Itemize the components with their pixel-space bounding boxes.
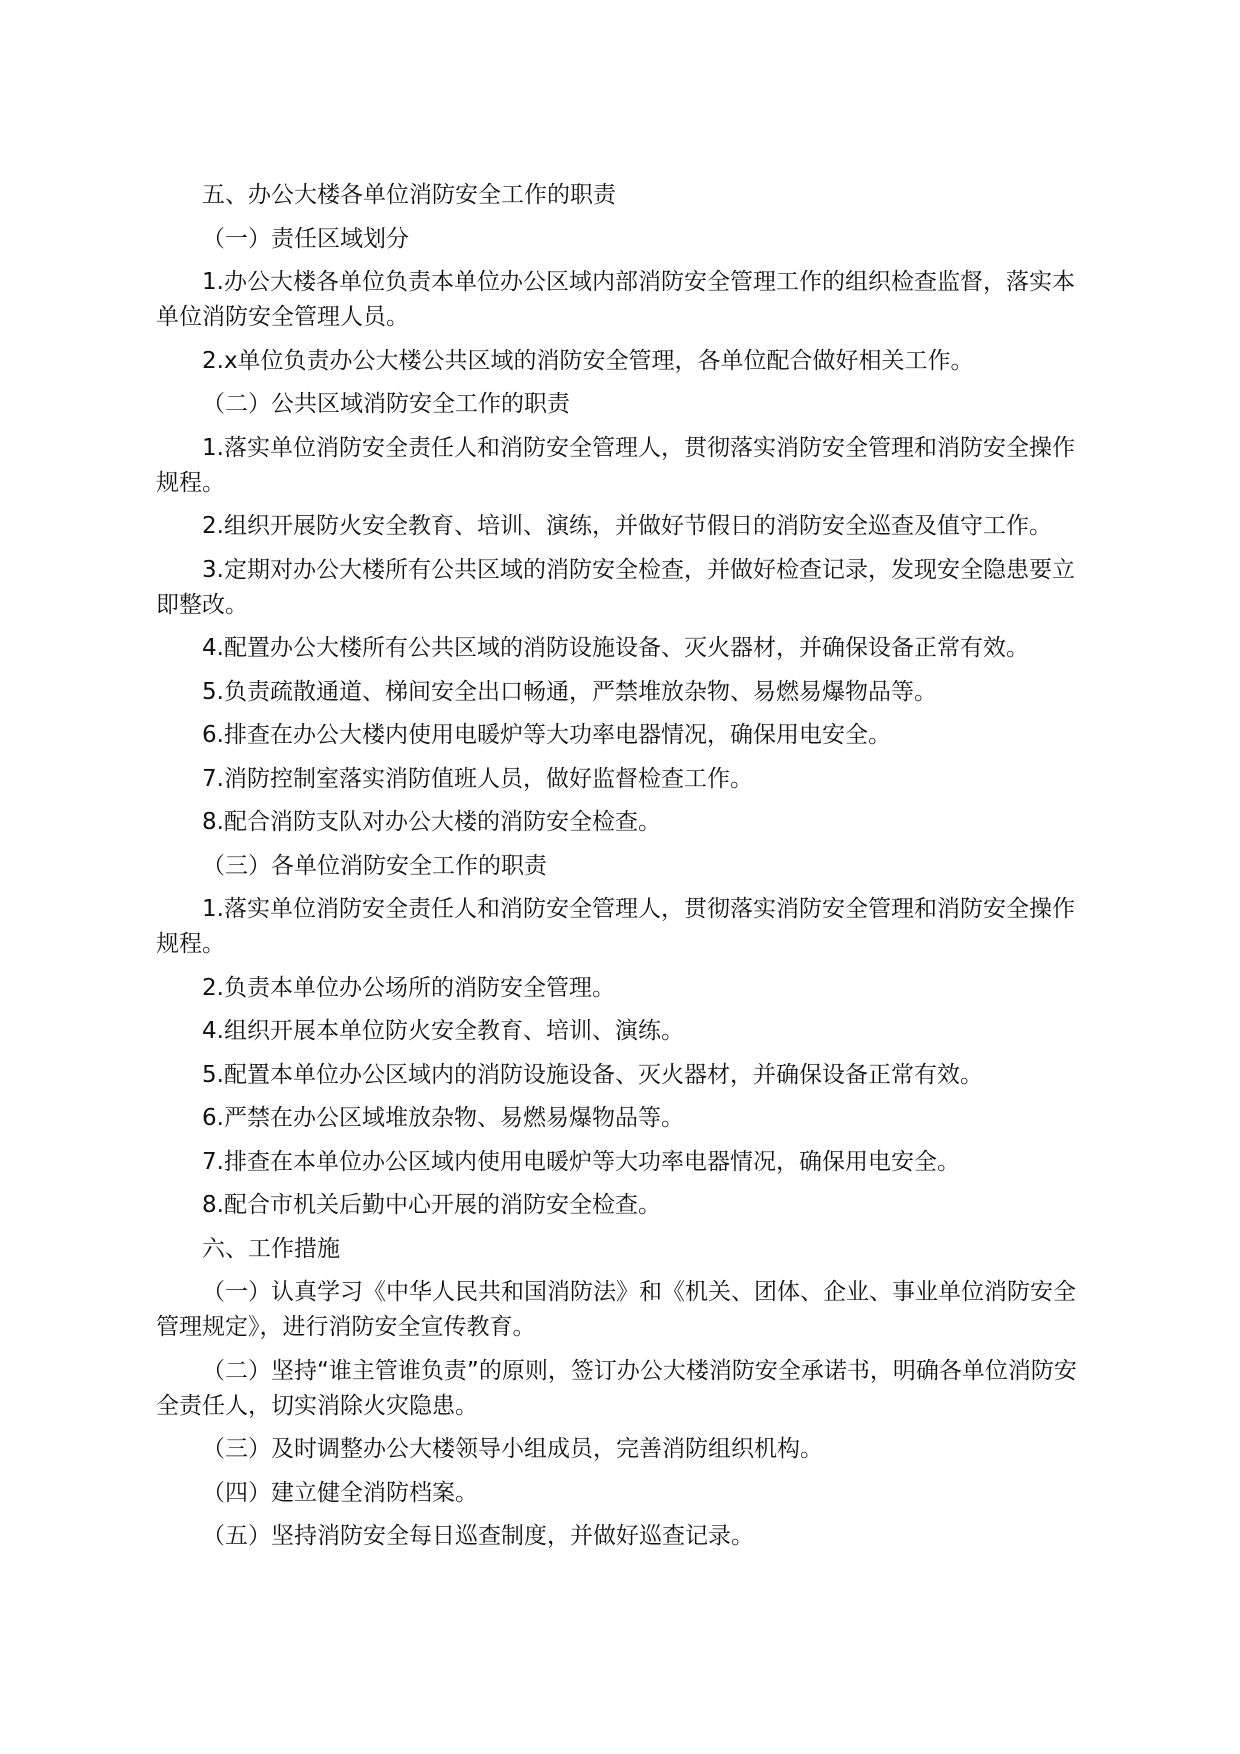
paragraph: 6.严禁在办公区域堆放杂物、易燃易爆物品等。 — [202, 1105, 684, 1131]
paragraph: 4.配置办公大楼所有公共区域的消防设施设备、灭火器材，并确保设备正常有效。 — [202, 635, 1029, 661]
document-body — [156, 178, 1092, 1554]
paragraph: （三）及时调整办公大楼领导小组成员，完善消防组织机构。 — [202, 1436, 823, 1462]
section-heading-6: 六、工作措施 — [202, 1235, 340, 1262]
paragraph: 2.x单位负责办公大楼公共区域的消防安全管理，各单位配合做好相关工作。 — [202, 347, 974, 374]
paragraph: （五）坚持消防安全每日巡查制度，并做好巡查记录。 — [202, 1523, 754, 1549]
paragraph: 7.排查在本单位办公区域内使用电暖炉等大功率电器情况，确保用电安全。 — [202, 1148, 960, 1175]
subsection-heading-2: （二）公共区域消防安全工作的职责 — [202, 391, 570, 417]
subsection-heading-1: （一）责任区域划分 — [202, 225, 409, 252]
paragraph: 6.排查在办公大楼内使用电暖炉等大功率电器情况，确保用电安全。 — [202, 722, 891, 748]
paragraph: 5.配置本单位办公区域内的消防设施设备、灭火器材，并确保设备正常有效。 — [202, 1061, 983, 1088]
paragraph: 8.配合消防支队对办公大楼的消防安全检查。 — [202, 809, 661, 835]
paragraph: 7.消防控制室落实消防值班人员，做好监督检查工作。 — [202, 765, 753, 792]
paragraph: 8.配合市机关后勤中心开展的消防安全检查。 — [202, 1192, 661, 1218]
paragraph: 1.落实单位消防安全责任人和消防安全管理人，贯彻落实消防安全管理和消防安全操作规程。 — [156, 434, 1075, 496]
paragraph: （四）建立健全消防档案。 — [202, 1479, 478, 1506]
paragraph: 2.组织开展防火安全教育、培训、演练，并做好节假日的消防安全巡查及值守工作。 — [202, 513, 1052, 539]
paragraph: 2.负责本单位办公场所的消防安全管理。 — [202, 974, 615, 1001]
paragraph: 1.落实单位消防安全责任人和消防安全管理人，贯彻落实消防安全管理和消防安全操作规程。 — [156, 896, 1075, 957]
subsection-heading-3: （三）各单位消防安全工作的职责 — [202, 852, 547, 879]
paragraph: 1.办公大楼各单位负责本单位办公区域内部消防安全管理工作的组织检查监督，落实本单位消防安全管理人员。 — [156, 269, 1075, 330]
paragraph: （二）坚持“谁主管谁负责”的原则，签订办公大楼消防安全承诺书，明确各单位消防安全责任人，切实消除火灾隐患。 — [156, 1357, 1077, 1419]
paragraph: 5.负责疏散通道、梯间安全出口畅通，严禁堆放杂物、易燃易爆物品等。 — [202, 678, 937, 705]
paragraph: 4.组织开展本单位防火安全教育、培训、演练。 — [202, 1018, 684, 1044]
paragraph: （一）认真学习《中华人民共和国消防法》和《机关、团体、企业、事业单位消防安全管理规定》，进行消防安全宣传教育。 — [156, 1279, 1076, 1340]
section-heading-5: 五、办公大楼各单位消防安全工作的职责 — [202, 182, 616, 208]
paragraph: 3.定期对办公大楼所有公共区域的消防安全检查，并做好检查记录，发现安全隐患要立即整改。 — [156, 556, 1075, 618]
